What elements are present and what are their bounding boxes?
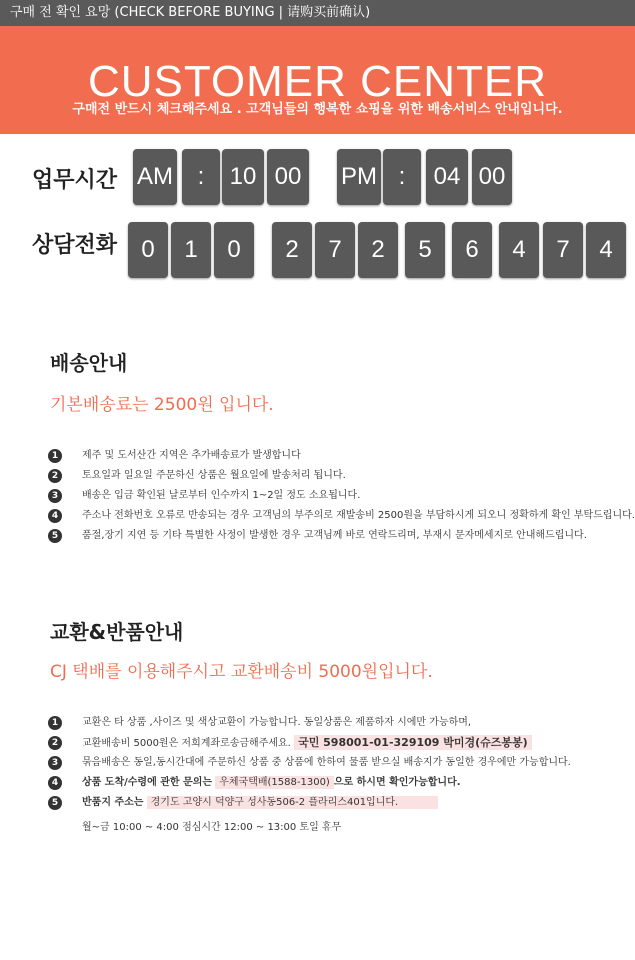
phone-digit: 7 (543, 222, 583, 278)
list-item (48, 469, 635, 489)
shipping-list (48, 449, 635, 549)
pm-hour-box: 04 (426, 149, 468, 205)
inquiry-suffix: 으로 하시면 확인가능합니다. (333, 777, 461, 788)
list-item (48, 489, 635, 509)
list-item (48, 716, 571, 736)
list-item (48, 756, 571, 776)
list-item-text: 교환배송비 5000원은 저희계좌로송금해주세요. (82, 738, 291, 749)
operating-hours-note: 월~금 10:00 ~ 4:00 점심시간 12:00 ~ 13:00 토일 휴무 (82, 822, 342, 833)
number-badge: 2 (48, 736, 62, 750)
pm-minute-box: 00 (472, 149, 512, 205)
am-hour-box: 10 (222, 149, 264, 205)
phone-label: 상담전화 (32, 233, 118, 258)
list-item-text: 묶음배송은 동일,동시간대에 주문하신 상품 중 상품에 한하여 물품 받으실 배송지가 동일한 경우에만 가능합니다. (82, 757, 571, 768)
number-badge: 4 (48, 509, 62, 523)
pm-colon-box: : (383, 149, 421, 205)
list-item (48, 796, 571, 816)
business-hours-label: 업무시간 (32, 168, 118, 193)
phone-digit: 0 (214, 222, 254, 278)
list-item-text: 토요일과 일요일 주문하신 상품은 월요일에 발송처리 됩니다. (82, 470, 346, 481)
list-item-text: 제주 및 도서산간 지역은 추가배송료가 발생합니다 (82, 450, 301, 461)
phone-digit: 4 (586, 222, 626, 278)
list-item (48, 529, 635, 549)
phone-digit: 7 (315, 222, 355, 278)
phone-digit: 1 (171, 222, 211, 278)
number-badge: 3 (48, 756, 62, 770)
hero-subtitle: 구매전 반드시 체크해주세요 . 고객님들의 행복한 쇼핑을 위한 배송서비스 안내입니다. (72, 102, 563, 117)
number-badge: 1 (48, 449, 62, 463)
return-address-prefix: 반품지 주소는 (82, 797, 144, 808)
list-item (48, 736, 571, 756)
exchange-subtitle: CJ 택배를 이용해주시고 교환배송비 5000원입니다. (50, 662, 433, 682)
number-badge: 4 (48, 776, 62, 790)
phone-digit: 4 (499, 222, 539, 278)
courier-info: 우체국택배(1588-1300) (215, 776, 334, 789)
number-badge: 1 (48, 716, 62, 730)
hero-banner (0, 26, 635, 134)
am-prefix-box: AM (133, 149, 177, 205)
number-badge: 3 (48, 489, 62, 503)
am-colon-box: : (182, 149, 220, 205)
shipping-title: 배송안내 (50, 351, 128, 375)
exchange-title: 교환&반품안내 (50, 620, 184, 644)
bank-account: 국민 598001-01-329109 박미경(슈즈봉봉) (294, 735, 532, 750)
phone-digit: 0 (128, 222, 168, 278)
return-address: 경기도 고양시 덕양구 성사동506-2 플라리스401입니다. (147, 796, 439, 809)
list-item (48, 776, 571, 796)
list-item (48, 449, 635, 469)
number-badge: 5 (48, 796, 62, 810)
inquiry-prefix: 상품 도착/수령에 관한 문의는 (82, 777, 213, 788)
exchange-list (48, 716, 571, 816)
pm-prefix-box: PM (337, 149, 381, 205)
phone-digit: 5 (405, 222, 445, 278)
list-item-text: 배송은 입금 확인된 날로부터 인수까지 1~2일 정도 소요됩니다. (82, 490, 361, 501)
list-item-text: 주소나 전화번호 오류로 반송되는 경우 고객님의 부주의로 재발송비 2500원을 부담하시게 되오니 정확하게 확인 부탁드립니다. (82, 510, 635, 521)
number-badge: 5 (48, 529, 62, 543)
list-item (48, 509, 635, 529)
am-minute-box: 00 (267, 149, 309, 205)
phone-digit: 2 (358, 222, 398, 278)
list-item-text: 품절,장기 지연 등 기타 특별한 사정이 발생한 경우 고객님께 바로 연락드리며, 부재시 문자메세지로 안내해드립니다. (82, 530, 587, 541)
hero-title: CUSTOMER CENTER (87, 57, 548, 106)
phone-digit: 2 (272, 222, 312, 278)
number-badge: 2 (48, 469, 62, 483)
shipping-subtitle: 기본배송료는 2500원 입니다. (50, 395, 274, 415)
list-item-text: 교환은 타 상품 ,사이즈 및 색상교환이 가능합니다. 동일상품은 제품하자 시에만 가능하며, (82, 717, 472, 728)
phone-digit: 6 (452, 222, 492, 278)
top-notice-bar (0, 0, 635, 26)
top-notice-text: 구매 전 확인 요망 (CHECK BEFORE BUYING | 请购买前确认) (10, 5, 371, 20)
